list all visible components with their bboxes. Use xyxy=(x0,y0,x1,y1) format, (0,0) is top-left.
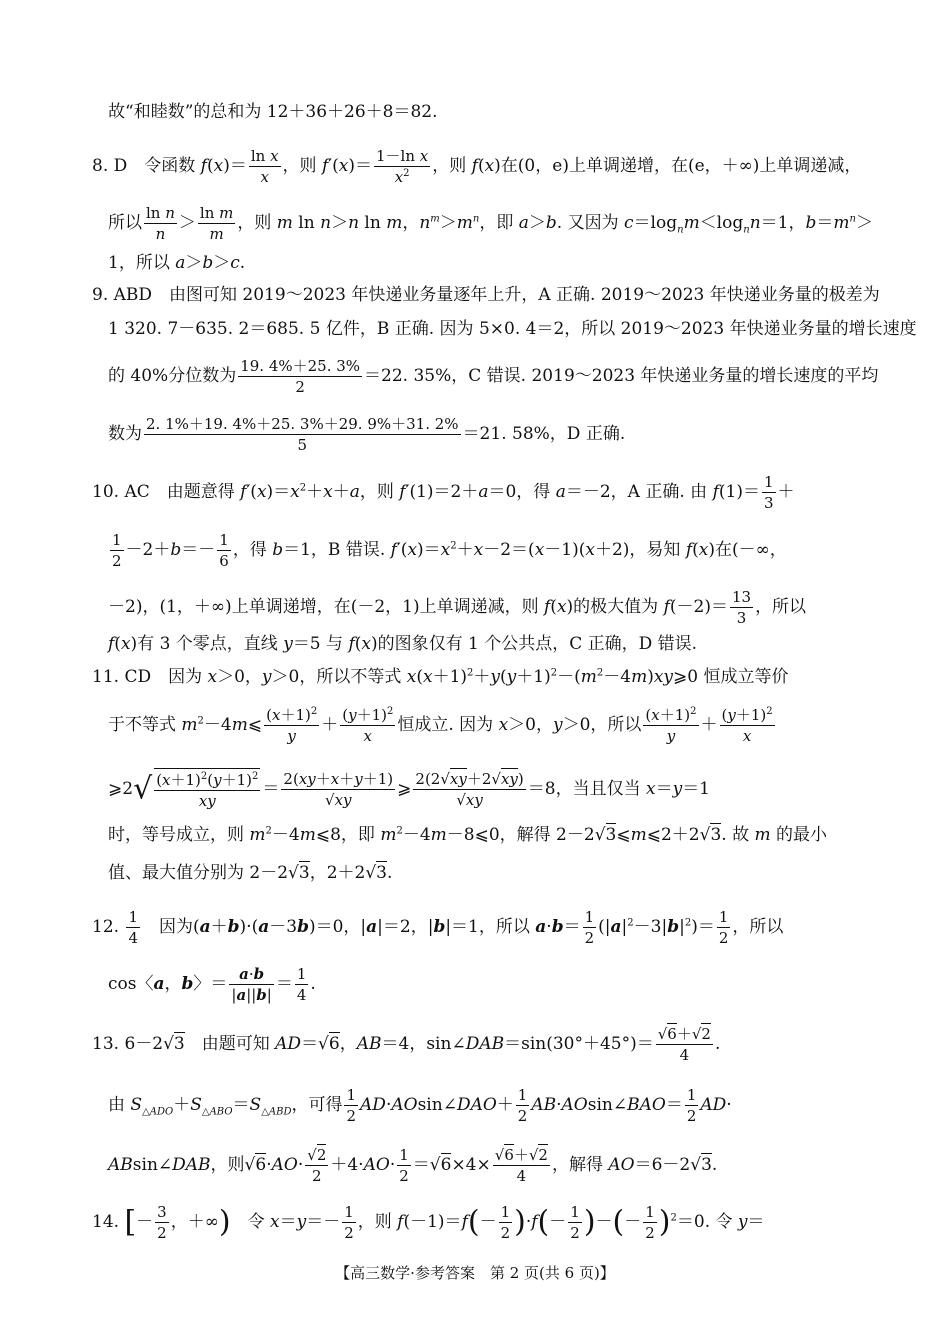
text-line: 8. D 令函数 f(x)＝ $\frac{\text{ln x}}{x}$ ，则 f′(x)＝ $\frac{\text{1－ln x}}{x^2}$ ，则 f(x)在(0，e)上单调递增，在(e，＋∞)上单调递减， xyxy=(92,147,862,186)
text-line: ⩾2√ $\frac{(x+1)^2(y+1)^2}{xy}$ ＝ $\frac{2(xy+x+y+1)}{√xy}$ ⩾ $\frac{2(2√xy+2√xy)}{√xy}$ ＝8，当且仅当 x＝y＝1 xyxy=(108,770,711,810)
text-line: －2)，(1，＋∞)上单调递增，在(－2，1)上单调递减，则 f(x)的极大值为 f(－2)＝ $\frac{13}{3}$ ，所以 xyxy=(108,588,807,627)
text-line: 故“和睦数”的总和为 12＋36＋26＋8＝82. xyxy=(108,102,438,122)
text-line: 值、最大值分别为 2－2√3，2＋2√3. xyxy=(108,863,393,883)
text-line: 的 40%分位数为 $\frac{19. 4\%+25. 3\%}{2}$ ＝22. 35%，C 错误. 2019～2023 年快递业务量的增长速度的平均 xyxy=(108,357,879,396)
text-line: $\frac{1}{2}$ －2＋b＝－ $\frac{1}{6}$ ，得 b＝1，B 错误. $f'(x)=x^2+x-2=(x-1)(x+2)$，易知 f(x)在(－∞， xyxy=(112,531,787,570)
page-footer: 【高三数学·参考答案 第 2 页(共 6 页)】 xyxy=(335,1264,615,1282)
text-line: 13. 6－2√3 由题可知 AD＝√6，AB＝4，sin∠DAB＝sin(30°＋45°)＝ $\frac{√6+√2}{4}$ . xyxy=(92,1025,721,1064)
text-line: 1 320. 7－635. 2＝685. 5 亿件，B 正确. 因为 5×0. 4＝2，所以 2019～2023 年快递业务量的增长速度 xyxy=(108,319,917,339)
text-line: 所以 $\frac{\text{ln n}}{n}$ ＞ $\frac{\text{ln m}}{m}$ ，则 m ln n＞n ln m，$n^m>m^n$，即 a＞b. 又因为 $c=\log_nm<\log_nn=1$，$b=m^n>$ xyxy=(108,204,873,243)
text-line: 由 $S_{\triangle ADO}+S_{\triangle ABO}=S_{\triangle ABD}$，可得 $\frac{1}{2}$ AD·AOsin∠DAO＋ $\frac{1}{2}$ AB·AOsin∠BAO＝ $\frac{1}{2}$ AD· xyxy=(108,1086,732,1125)
text-line: 14. [－ $\frac{3}{2}$ ，＋∞) 令 x＝y＝－ $\frac{1}{2}$ ，则 f(－1)＝f(－ $\frac{1}{2}$ )·f(－ $\frac{1}{2}$ )－(－ $\frac{1}{2}$ )$^2$＝0. 令 y＝ xyxy=(92,1203,765,1242)
text-line: cos〈a，b〉＝ $\frac{a\cdot b}{|a||b|}$ ＝ $\frac{1}{4}$ . xyxy=(108,965,316,1004)
text-line: 10. AC 由题意得 $f'(x)=x^2+x+a$，则 f′(1)＝2＋a＝0，得 a＝－2，A 正确. 由 f(1)＝ $\frac{1}{3}$ ＋ xyxy=(92,473,795,512)
text-line: 9. ABD 由图可知 2019～2023 年快递业务量逐年上升，A 正确. 2019～2023 年快递业务量的极差为 xyxy=(92,285,880,305)
text-line: 于不等式 $m^2-4m⩽$ $\frac{(x+1)^2}{y}$ ＋ $\frac{(y+1)^2}{x}$ 恒成立. 因为 x＞0，y＞0，所以 $\frac{(x+1)^2}{y}$ ＋ $\frac{(y+1)^2}{x}$ xyxy=(108,706,773,745)
text-line: 11. CD 因为 x＞0，y＞0，所以不等式 $x(x+1)^2+y(y+1)^2-(m^2-4m)xy⩾0$ 恒成立等价 xyxy=(92,667,789,687)
text-line: 12. $\frac{1}{4}$ 因为(a＋b)·(a－3b)＝0，|a|＝2，|b|＝1，所以 a·b＝ $\frac{1}{2}$ $(|a|^2-3|b|^2)=$ $\frac{1}{2}$ ，所以 xyxy=(92,908,784,947)
text-line: 1，所以 a＞b＞c. xyxy=(108,253,246,273)
text-line: ABsin∠DAB，则√6·AO· $\frac{√2}{2}$ ＋4·AO· $\frac{1}{2}$ ＝√6×4× $\frac{√6+√2}{4}$ ，解得 AO＝6－2√3. xyxy=(108,1146,718,1185)
text-line: 数为 $\frac{2. 1\%+19. 4\%+25. 3\%+29. 9\%+31. 2\%}{5}$ ＝21. 58%，D 正确. xyxy=(108,415,626,454)
text-line: f(x)有 3 个零点，直线 y＝5 与 f(x)的图象仅有 1 个公共点，C 正确，D 错误. xyxy=(108,634,698,654)
text-line: 时，等号成立，则 $m^2-4m⩽8$，即 $m^2-4m-8⩽0$，解得 2－2√3⩽m⩽2＋2√3. 故 m 的最小 xyxy=(108,825,828,845)
